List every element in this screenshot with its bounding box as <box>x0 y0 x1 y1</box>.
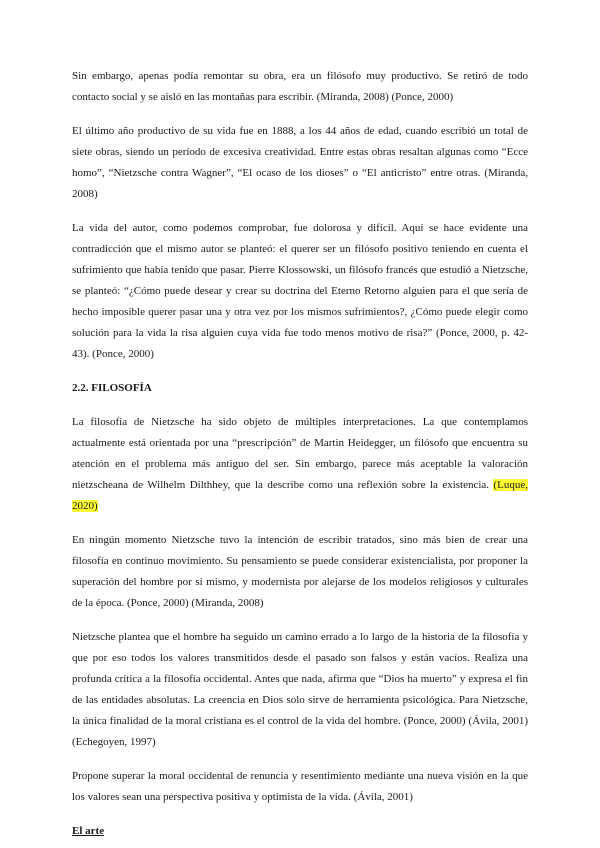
paragraph-new-vision: Propone superar la moral occidental de renuncia y resentimiento mediante una nueva visión en la que los valores sean una perspectiva positiva y optimista de la vida. (Ávila, 2001) <box>72 770 528 803</box>
subheading-art: El arte <box>72 825 105 837</box>
paragraph-last-year: El último año productivo de su vida fue en 1888, a los 44 años de edad, cuando escribió un total de siete obras, siendo un período de excesiva creatividad. Entre estas obras resaltan algunas como “Ecce homo”, “Nietzsche contra Wagner”, “El ocaso de los dioses” o “El anticristo” entre otras. (Miranda, 2008) <box>72 125 528 200</box>
paragraph-productivity: Sin embargo, apenas podía remontar su obra, era un filósofo muy productivo. Se retiró de todo contacto social y se aisló en las montañas para escribir. (Miranda, 2008) (Ponce, 2000) <box>72 70 528 103</box>
highlighted-citation: (Luque, 2020) <box>72 479 528 512</box>
paragraph-contradiction: La vida del autor, como podemos comprobar, fue dolorosa y difícil. Aquí se hace evidente una contradicción que el mismo autor se planteó: el querer ser un filósofo positivo teniendo en cuenta el sufrimiento que había tenido que pasar. Pierre Klossowski, un filósofo francés que estudió a Nietzsche, se planteó: “¿Cómo puede desear y crear su doctrina del Eterno Retorno alguien para el que sería de hecho imposible querer pasar una y otra vez por los mismos sufrimientos?, ¿Cómo puede elegir como solución para la vida la risa alguien cuya vida fue todo menos motivo de risa?” (Ponce, 2000, p. 42-43). (Ponce, 2000) <box>72 222 528 360</box>
paragraph-interpretations <box>72 412 528 517</box>
section-heading: 2.2. FILOSOFÍA <box>72 382 152 394</box>
paragraph-no-treatises: En ningún momento Nietzsche tuvo la intención de escribir tratados, sino más bien de crear una filosofía en continuo movimiento. Su pensamiento se puede considerar existencialista, por proponer la superación del hombre por sí mismo, y modernista por alejarse de los modelos religiosos y culturales de la época. (Ponce, 2000) (Miranda, 2008) <box>72 534 528 609</box>
paragraph-critique: Nietzsche plantea que el hombre ha seguido un camino errado a lo largo de la historia de la filosofía y que por eso todos los valores transmitidos desde el pasado son falsos y están vacíos. Realiza una profunda crítica a la filosofía occidental. Antes que nada, afirma que “Dios ha muerto” y expresa el fin de las entidades absolutas. La creencia en Dios solo sirve de herramienta psicológica. Para Nietzsche, la única finalidad de la moral cristiana es el control de la vida del hombre. (Ponce, 2000) (Ávila, 2001) (Echegoyen, 1997) <box>72 631 528 748</box>
interpretations-text: La filosofía de Nietzsche ha sido objeto de múltiples interpretaciones. La que contemplamos actualmente está orientada por una “prescripción” de Martin Heidegger, un filósofo que encuentra su atención en el problema más antiguo del ser. Sin embargo, parece más aceptable la valoración nietzscheana de Wilhelm Dilthhey, que la describe como una reflexión sobre la existencia. <box>72 416 528 491</box>
